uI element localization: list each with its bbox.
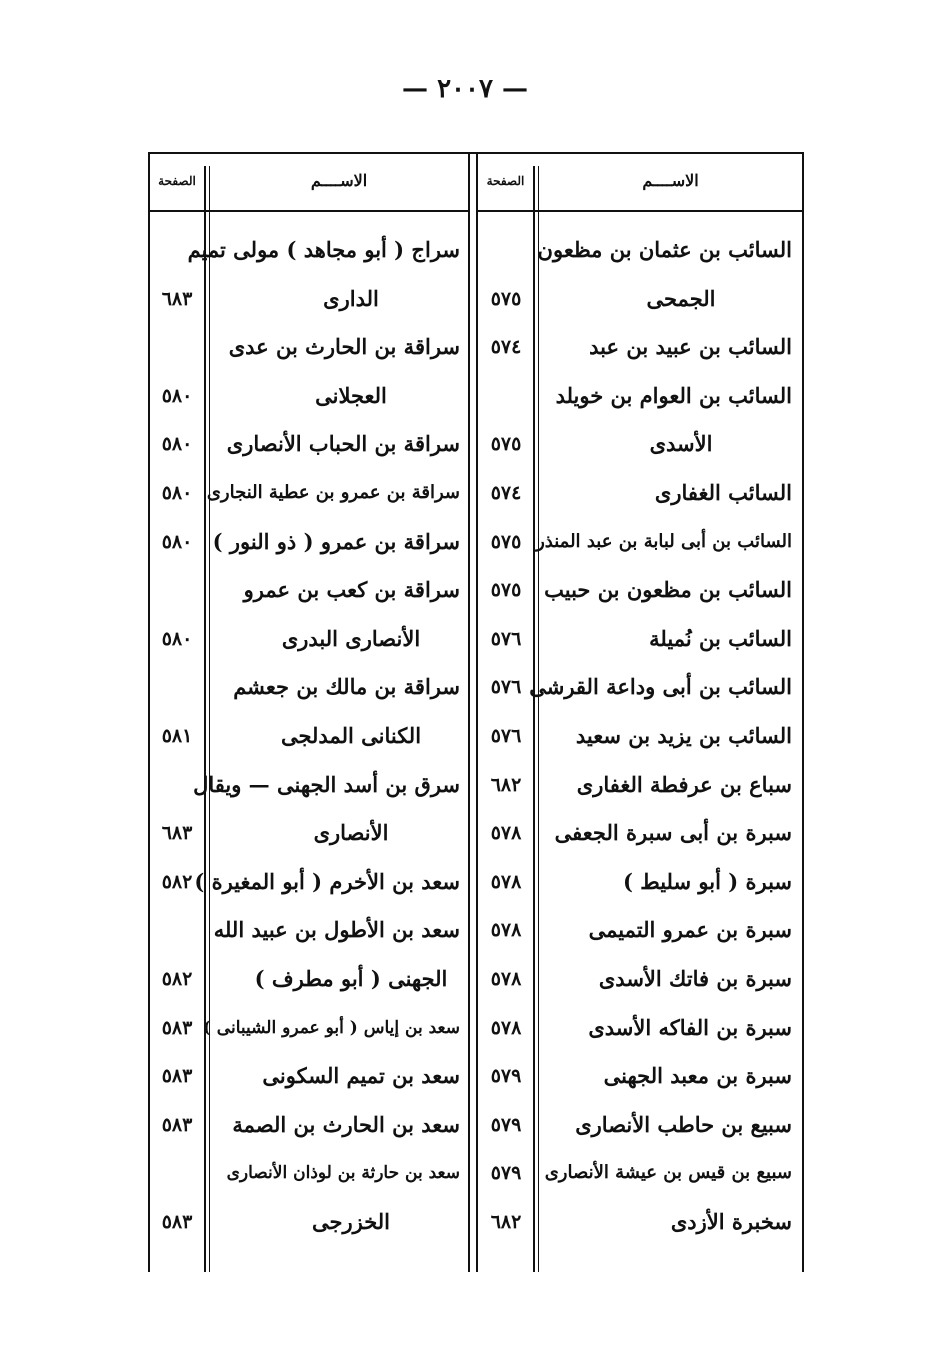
list-item: السائب بن أبى لبابة بن عبد المنذر xyxy=(536,530,792,552)
header-bottom-rule-left xyxy=(148,210,468,212)
list-item: سراقة بن مالك بن جعشم xyxy=(233,674,460,700)
page-ref xyxy=(480,372,532,421)
list-item: الكنانى المدلجى xyxy=(280,722,422,748)
left-name-column xyxy=(187,226,460,1246)
left-page-divider xyxy=(204,166,206,1272)
list-item: الخزرجى xyxy=(311,1208,390,1234)
right-page-divider xyxy=(533,166,535,1272)
page-ref xyxy=(152,323,202,372)
list-item: الأنصارى xyxy=(313,820,389,846)
page-ref xyxy=(152,226,202,275)
left-outer-rule xyxy=(148,152,150,1272)
list-item: الجهنى ( أبو مطرف ) xyxy=(254,965,448,991)
page-ref: ٥٨١ xyxy=(161,724,193,747)
list-item: سراقة بن عمرو ( ذو النور ) xyxy=(212,528,460,554)
page-ref: ٦٨٢ xyxy=(490,1210,522,1233)
right-name-column xyxy=(529,226,792,1246)
page-ref: ٥٧٥ xyxy=(490,530,522,553)
page-ref: ٥٧٦ xyxy=(490,724,522,747)
list-item: العجلانى xyxy=(315,382,387,408)
left-page-header: الصفحة xyxy=(158,174,196,188)
list-item: سراقة بن الحارث بن عدى xyxy=(228,334,460,360)
page-ref: ٥٨٠ xyxy=(161,481,193,504)
center-divider-1 xyxy=(468,152,470,1272)
page-ref: ٥٧٦ xyxy=(490,627,522,650)
right-page-divider-2 xyxy=(538,166,539,1272)
list-item: السائب بن عثمان بن مظعون xyxy=(537,237,792,262)
list-item: سراقة بن عمرو بن عطية النجارى xyxy=(206,481,460,503)
center-divider-2 xyxy=(476,152,478,1272)
list-item: سبرة بن عمرو التميمى xyxy=(588,917,792,943)
page-ref: ٥٧٤ xyxy=(490,336,522,359)
page-ref: ٥٧٥ xyxy=(490,433,522,456)
list-item: سعد بن الحارث بن الصمة xyxy=(232,1111,460,1137)
page-ref xyxy=(152,566,202,615)
page-ref: ٦٨٢ xyxy=(490,773,522,796)
list-item: سراقة بن كعب بن عمرو xyxy=(243,577,460,603)
list-item: الأسدى xyxy=(649,431,713,457)
page-ref: ٥٨٢ xyxy=(161,967,193,990)
page-ref xyxy=(480,226,532,275)
page-number: — ٢٠٠٧ — xyxy=(402,74,528,104)
list-item: سراج ( أبو مجاهد ) مولى تميم xyxy=(187,237,460,262)
list-item: سراقة بن الحباب الأنصارى xyxy=(226,431,460,457)
list-item: الجمحى xyxy=(646,285,716,311)
page-ref xyxy=(152,663,202,712)
list-item: السائب بن أبى وداعة القرشى xyxy=(529,674,792,700)
left-name-header: الاســــم xyxy=(310,171,368,190)
page-ref: ٦٨٣ xyxy=(161,822,193,845)
page-ref: ٥٧٨ xyxy=(490,822,522,845)
list-item: الدارى xyxy=(323,285,379,311)
list-item: سباع بن عرفطة الغفارى xyxy=(576,771,792,797)
page-ref: ٥٨٠ xyxy=(161,433,193,456)
page-ref: ٥٧٨ xyxy=(490,1016,522,1039)
left-page-divider-2 xyxy=(209,166,210,1272)
list-item: السائب بن عبيد بن عبد xyxy=(589,334,792,360)
list-item: السائب بن العوام بن خويلد xyxy=(555,382,792,408)
list-item: سبرة ( أبو سليط ) xyxy=(623,868,792,894)
page-ref xyxy=(152,1149,202,1198)
list-item: السائب بن يزيد بن سعيد xyxy=(575,722,792,748)
page-ref: ٥٨٣ xyxy=(161,1016,193,1039)
list-item: سعد بن حارثة بن لوذان الأنصارى xyxy=(226,1163,460,1184)
list-item: سعد بن الأخرم ( أبو المغيرة ) xyxy=(194,868,460,894)
page-ref: ٥٧٨ xyxy=(490,919,522,942)
page-ref: ٥٧٨ xyxy=(490,967,522,990)
right-page-column xyxy=(480,226,532,1246)
page-ref: ٥٧٩ xyxy=(490,1065,522,1088)
right-name-header: الاســــم xyxy=(642,171,699,190)
left-page-column xyxy=(152,226,202,1246)
list-item: سبرة بن أبى سبرة الجعفى xyxy=(554,820,792,846)
page-ref: ٥٧٦ xyxy=(490,676,522,699)
list-item: الأنصارى البدرى xyxy=(281,625,421,651)
page-ref: ٥٨٣ xyxy=(161,1065,193,1088)
right-page-header: الصفحة xyxy=(486,174,525,188)
list-item: سبيع بن حاطب الأنصارى xyxy=(575,1111,792,1137)
page-ref: ٥٨٣ xyxy=(161,1113,193,1136)
page-ref: ٥٨٣ xyxy=(161,1210,193,1233)
list-item: سعد بن الأطول بن عبيد الله xyxy=(213,917,460,943)
list-item: سرق بن أسد الجهنى — ويقال xyxy=(193,771,460,797)
page-ref: ٥٧٥ xyxy=(490,287,522,310)
list-item: السائب الغفارى xyxy=(654,479,792,505)
list-item: سخبرة الأزدى xyxy=(670,1208,792,1234)
right-outer-rule xyxy=(802,152,804,1272)
page-ref xyxy=(152,906,202,955)
page-ref xyxy=(152,761,202,810)
page-ref: ٥٧٤ xyxy=(490,481,522,504)
list-item: سبيع بن قيس بن عيشة الأنصارى xyxy=(544,1162,792,1184)
page-ref: ٥٨٠ xyxy=(161,384,193,407)
page-ref: ٥٧٨ xyxy=(490,870,522,893)
page-ref: ٥٧٩ xyxy=(490,1113,522,1136)
page-ref: ٥٨٠ xyxy=(161,530,193,553)
list-item: سعد بن إياس ( أبو عمرو الشيبانى ) xyxy=(202,1017,460,1038)
page-ref: ٥٨٢ xyxy=(161,870,193,893)
page-ref: ٥٧٩ xyxy=(490,1162,522,1185)
page-ref: ٥٧٥ xyxy=(490,579,522,602)
list-item: سبرة بن معبد الجهنى xyxy=(603,1063,792,1089)
page-ref: ٦٨٣ xyxy=(161,287,193,310)
list-item: سبرة بن فاتك الأسدى xyxy=(598,965,792,991)
list-item: سعد بن تميم السكونى xyxy=(262,1063,460,1089)
list-item: السائب بن مظعون بن حبيب xyxy=(544,577,792,603)
page-ref: ٥٨٠ xyxy=(161,627,193,650)
list-item: السائب بن نُميلة xyxy=(649,625,792,651)
list-item: سبرة بن الفاكه الأسدى xyxy=(588,1014,792,1040)
header-bottom-rule-right xyxy=(478,210,804,212)
